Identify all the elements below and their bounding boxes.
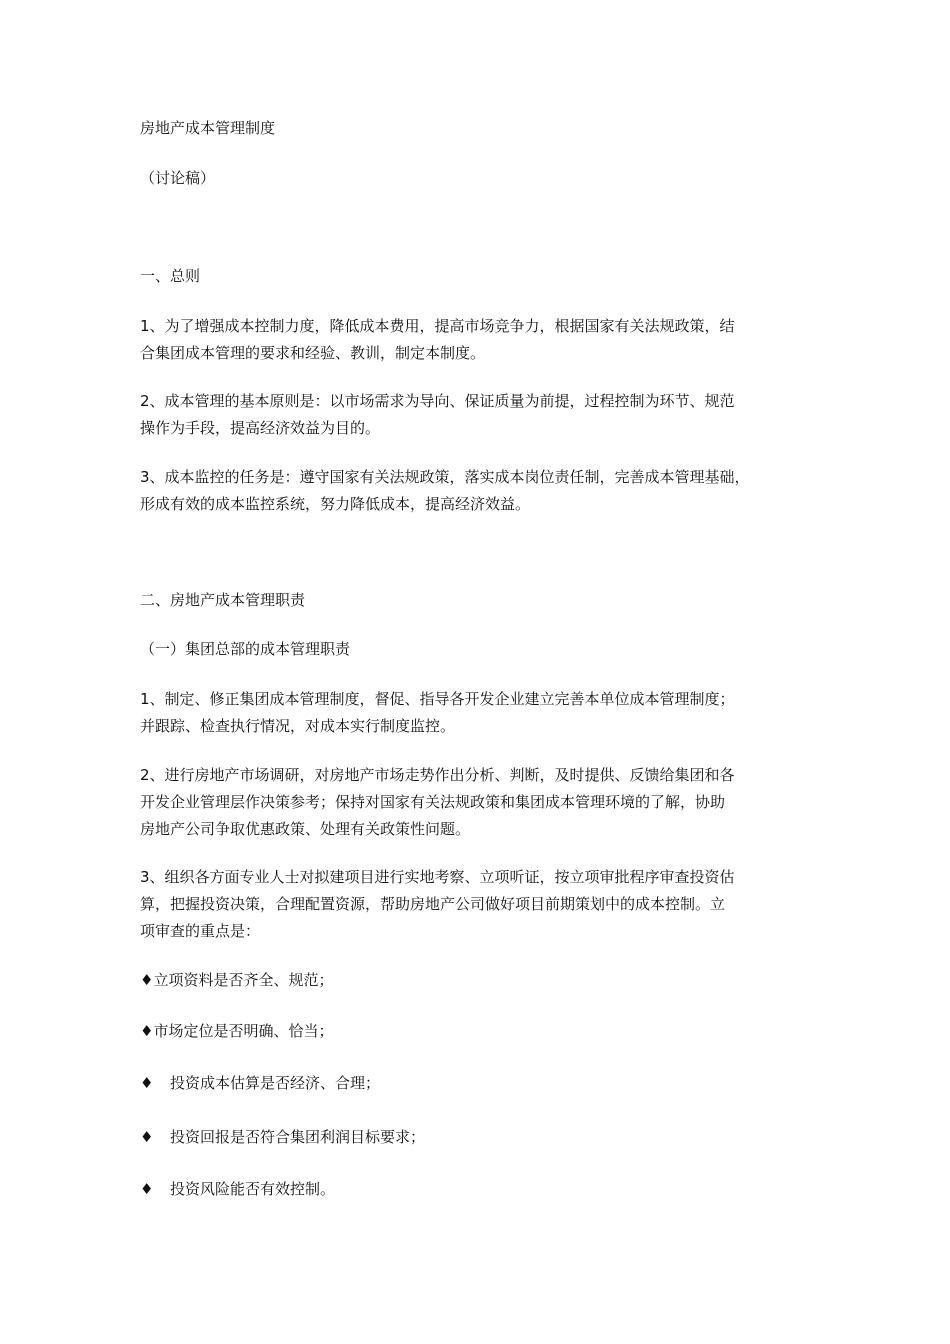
document-subtitle: （讨论稿） — [140, 169, 216, 187]
bullet-item: ♦ 投资成本估算是否经济、合理； — [140, 1070, 820, 1097]
bullet-item: ♦市场定位是否明确、恰当； — [140, 1022, 334, 1040]
section2-item-2: 2、进行房地产市场调研，对房地产市场走势作出分析、判断，及时提供、反馈给集团和各 开发企业管理层作决策参考；保持对国家有关法规政策和集团成本管理环境的了解，协助 房地产公司争取优惠政策、处理有关政策性问题。 — [140, 766, 735, 838]
section2-item-3: 3、组织各方面专业人士对拟建项目进行实地考察、立项听证，按立项审批程序审查投资估 算，把握投资决策，合理配置资源，帮助房地产公司做好项目前期策划中的成本控制。立 项审查的重点是： — [140, 868, 735, 940]
section1-heading: 一、总则 — [140, 267, 201, 285]
section1-item-1: 1、为了增强成本控制力度，降低成本费用，提高市场竞争力，根据国家有关法规政策，结 合集团成本管理的要求和经验、教训，制定本制度。 — [140, 317, 735, 362]
section1-item-2: 2、成本管理的基本原则是：以市场需求为导向、保证质量为前提，过程控制为环节、规范 操作为手段，提高经济效益为目的。 — [140, 392, 735, 437]
diamond-bullet-icon: ♦ — [140, 1074, 154, 1092]
document-title: 房地产成本管理制度 — [140, 119, 276, 137]
diamond-bullet-icon: ♦ — [140, 1180, 154, 1198]
bullet-item: ♦ 投资风险能否有效控制。 — [140, 1176, 820, 1203]
section2-heading: 二、房地产成本管理职责 — [140, 591, 306, 609]
section2-item-1: 1、制定、修正集团成本管理制度，督促、指导各开发企业建立完善本单位成本管理制度； 并跟踪、检查执行情况，对成本实行制度监控。 — [140, 690, 735, 735]
section1-item-3: 3、成本监控的任务是：遵守国家有关法规政策，落实成本岗位责任制，完善成本管理基础， 形成有效的成本监控系统，努力降低成本，提高经济效益。 — [140, 468, 750, 513]
diamond-bullet-icon: ♦ — [140, 1128, 154, 1146]
bullet-item: ♦立项资料是否齐全、规范； — [140, 971, 334, 989]
section2-subheading: （一）集团总部的成本管理职责 — [140, 640, 351, 658]
bullet-item: ♦ 投资回报是否符合集团利润目标要求； — [140, 1124, 820, 1151]
